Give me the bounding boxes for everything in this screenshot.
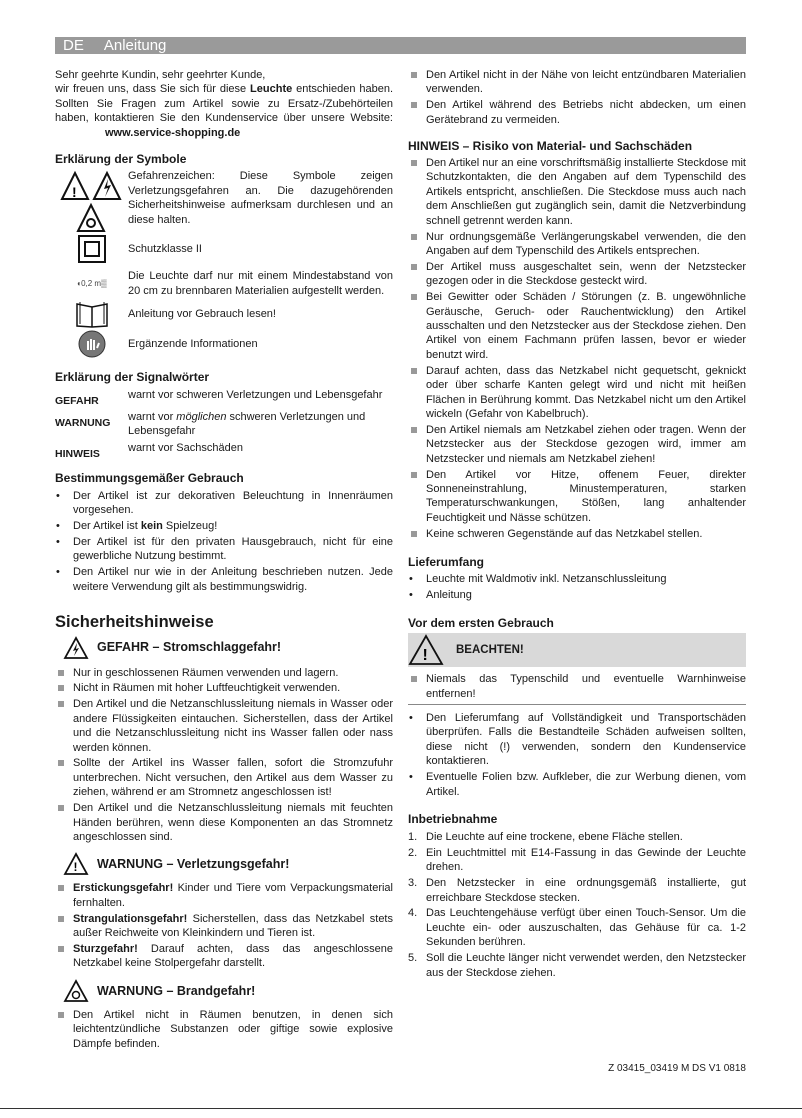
fire-warning-icon — [63, 979, 89, 1003]
list-item: Nur in geschlossenen Räumen verwenden und lagern. — [55, 666, 393, 680]
signal-word-row: HINWEIS warnt vor Sachschäden — [55, 441, 243, 460]
list-item: Nicht in Räumen mit hoher Luftfeuchtigkeit verwenden. — [55, 681, 393, 695]
intended-use-section — [55, 471, 393, 595]
injury-heading: ! WARNUNG – Verletzungsgefahr! — [63, 852, 393, 876]
document-code: Z 03415_03419 M DS V1 0818 — [608, 1063, 746, 1074]
protection-class-ii-icon — [55, 235, 128, 263]
greeting: Sehr geehrte Kundin, sehr geehrter Kunde, — [55, 69, 266, 81]
fire-continued — [408, 68, 746, 129]
symbols-heading: Erklärung der Symbole — [55, 152, 187, 167]
page-title: Anleitung — [103, 37, 167, 54]
list-item: Erstickungsgefahr! Kinder und Tiere vom Verpackungsmaterial fernhalten. — [55, 881, 393, 910]
scope-heading: Lieferumfang — [408, 554, 485, 569]
list-item: Nur ordnungsgemäße Verlängerungskabel verwenden, die den Angaben auf dem Typenschild des Artikels entsprechen. — [408, 230, 746, 259]
signal-words-heading: Erklärung der Signalwörter — [55, 370, 210, 385]
warning-icon — [408, 634, 444, 666]
list-item: • Eventuelle Folien bzw. Aufkleber, die zur Werbung dienen, vom Artikel. — [408, 770, 746, 799]
symbol-hazard: ! Gefahrenzeichen: Diese Symbole zeigen Verletzungsgefahren an. Die dazugehörenden Sicherheitshinweise aufmerksam durchlesen und an diese halten. — [55, 169, 393, 233]
list-item: • Der Artikel ist kein Spielzeug! — [55, 519, 393, 533]
website-link[interactable]: www.service-shopping.de — [105, 126, 241, 139]
list-item: 3. Den Netzstecker in eine ordnungsgemäß installierte, gut erreichbare Steckdose stecken. — [408, 876, 746, 905]
list-item: Den Artikel nicht in der Nähe von leicht entzündbaren Materialien verwenden. — [408, 68, 746, 97]
left-column — [55, 0, 393, 1053]
signal-word-row: GEFAHR warnt vor schweren Verletzungen und Lebensgefahr — [55, 388, 383, 407]
bullet-list — [55, 489, 393, 594]
intro-text: wir freuen uns, dass Sie sich für diese Leuchte entschieden haben. Sollten Sie Fragen zum Artikel sowie zu Ersatz-/Zubehörteilen haben, kontaktieren Sie den Kundenservice über unsere Website: www.service-shopping.de — [55, 83, 393, 139]
bullet-list — [55, 666, 393, 845]
list-item: Niemals das Typenschild und eventuelle Warnhinweise entfernen! — [408, 672, 746, 701]
list-item: 5. Soll die Leuchte länger nicht verwendet werden, den Netzstecker aus der Steckdose ziehen. — [408, 951, 746, 980]
symbol-min-distance: ◖0,2 m▒ Die Leuchte darf nur mit einem Mindestabstand von 20 cm zu brennbaren Materialien aufgestellt werden. — [55, 269, 393, 298]
bullet-list — [408, 156, 746, 541]
svg-text:!: ! — [73, 860, 78, 875]
read-manual-icon — [55, 300, 128, 328]
min-distance-icon: ◖0,2 m▒ — [76, 278, 107, 288]
bullet-list — [55, 881, 393, 970]
list-item: Den Artikel niemals am Netzkabel ziehen oder tragen. Wenn der Netzstecker aus der Steckdose gezogen wird, immer am Netzstecker und niemals am Netzkabel ziehen! — [408, 423, 746, 466]
list-item: • Der Artikel ist für den privaten Hausgebrauch, nicht für eine gewerbliche Nutzung bestimmt. — [55, 535, 393, 564]
list-item: Sollte der Artikel ins Wasser fallen, sofort die Stromzufuhr unterbrechen. Nicht versuchen, den Artikel aus dem Wasser zu ziehen, während er am Stromnetz angeschlossen ist! — [55, 756, 393, 799]
list-item: Keine schweren Gegenstände auf das Netzkabel stellen. — [408, 527, 746, 541]
bottom-rule — [0, 1108, 802, 1109]
notice-section — [408, 139, 746, 543]
list-item: Den Artikel während des Betriebs nicht abdecken, um einen Gerätebrand zu vermeiden. — [408, 98, 746, 127]
info-hand-icon — [55, 330, 128, 358]
list-item: 1. Die Leuchte auf eine trockene, ebene Fläche stellen. — [408, 830, 746, 844]
startup-section — [408, 812, 746, 981]
safety-section — [55, 612, 393, 1053]
list-item: Den Artikel vor Hitze, offenem Feuer, direkter Sonneneinstrahlung, Minustemperaturen, starken Temperaturschwankungen, Stößen, lang anhaltender Feuchtigkeit und Nässe schützen. — [408, 468, 746, 526]
symbol-protection-class: Schutzklasse II — [55, 235, 393, 263]
first-use-section — [408, 616, 746, 801]
notice-box: ! BEACHTEN! — [408, 633, 746, 667]
language-code: DE — [63, 37, 84, 54]
danger-heading: GEFAHR – Stromschlaggefahr! — [63, 636, 393, 660]
list-item: Darauf achten, dass das Netzkabel nicht gequetscht, geknickt oder über scharfe Kanten gelegt wird und nicht mit heißen Flächen in Berührung kommt. Das Netzkabel nicht um den Artikel wickeln (Gefahr von Kabelbruch). — [408, 364, 746, 422]
svg-text:!: ! — [71, 184, 77, 201]
list-item: • Leuchte mit Waldmotiv inkl. Netzanschlussleitung — [408, 572, 746, 586]
scope-section — [408, 555, 746, 604]
intro — [55, 68, 393, 140]
notice-heading: HINWEIS – Risiko von Material- und Sachschäden — [408, 138, 693, 153]
svg-text:!: ! — [422, 647, 428, 665]
divider — [408, 704, 746, 705]
bullet-list — [408, 572, 746, 602]
list-item: Sturzgefahr! Darauf achten, dass das angeschlossene Netzkabel keine Stolpergefahr darstellt. — [55, 942, 393, 971]
symbols-section — [55, 152, 393, 360]
list-item: • Der Artikel ist zur dekorativen Beleuchtung in Innenräumen vorgesehen. — [55, 489, 393, 518]
list-item: • Anleitung — [408, 588, 746, 602]
safety-heading: Sicherheitshinweise — [55, 612, 214, 631]
list-item: • Den Lieferumfang auf Vollständigkeit und Transportschäden überprüfen. Falls die Bestandteile Schäden aufweisen sollten, diese nicht (!) verwenden, sondern den Kundenservice kontaktieren. — [408, 711, 746, 769]
list-item: Den Artikel nicht in Räumen benutzen, in denen sich leichtentzündliche Substanzen oder giftige sowie explosive Dämpfe befinden. — [55, 1008, 393, 1051]
hazard-triangles-icon — [55, 169, 128, 233]
bullet-list — [408, 711, 746, 799]
list-item: 2. Ein Leuchtmittel mit E14-Fassung in das Gewinde der Leuchte drehen. — [408, 846, 746, 875]
right-column — [408, 0, 746, 981]
fire-heading: WARNUNG – Brandgefahr! — [63, 979, 393, 1003]
electric-warning-icon — [63, 636, 89, 660]
intended-use-heading: Bestimmungsgemäßer Gebrauch — [55, 471, 244, 486]
warning-icon — [63, 852, 89, 876]
list-item: Den Artikel und die Netzanschlussleitung niemals mit feuchten Händen berühren, wenn diese Komponenten an das Stromnetz angeschlossen sind. — [55, 801, 393, 844]
list-item: Den Artikel nur an eine vorschriftsmäßig installierte Steckdose mit Schutzkontakten, die den Angaben auf dem Typenschild des Artikels entspricht, anschließen. Die Steckdose muss auch nach dem Anschließen gut zugänglich sein, damit die Netzverbindung schnell getrennt werden kann. — [408, 156, 746, 228]
bullet-list — [408, 830, 746, 980]
symbol-info: Ergänzende Informationen — [55, 330, 393, 358]
list-item: Der Artikel muss ausgeschaltet sein, wenn der Netzstecker gezogen oder in die Steckdose gesteckt wird. — [408, 260, 746, 289]
list-item: Strangulationsgefahr! Sicherstellen, dass das Netzkabel stets außer Reichweite von Kleinkindern und Tieren ist. — [55, 912, 393, 941]
startup-heading: Inbetriebnahme — [408, 812, 498, 827]
signal-words-section — [55, 370, 393, 463]
list-item: • Den Artikel nur wie in der Anleitung beschrieben nutzen. Jede weitere Verwendung gilt als bestimmungswidrig. — [55, 565, 393, 594]
bullet-list — [408, 672, 746, 701]
list-item: 4. Das Leuchtengehäuse verfügt über einen Touch-Sensor. Um die Leuchte ein- oder auszuschalten, das Gehäuse für ca. 1-2 Sekunden berühren. — [408, 906, 746, 949]
list-item: Bei Gewitter oder Schäden / Störungen (z. B. ungewöhnliche Geräusche, Geruch- oder Rauchentwicklung) den Artikel ausschalten und den Netzstecker aus der Steckdose ziehen. Den Artikel von einem Fachmann prüfen lassen, bevor er wieder benutzt wird. — [408, 290, 746, 362]
signal-word-row: WARNUNG warnt vor möglichen schweren Verletzungen und Lebensgefahr — [55, 411, 366, 438]
first-use-heading: Vor dem ersten Gebrauch — [408, 615, 554, 630]
symbol-read-manual: Anleitung vor Gebrauch lesen! — [55, 300, 393, 328]
list-item: Den Artikel und die Netzanschlussleitung niemals in Wasser oder andere Flüssigkeiten eintauchen. Sicherstellen, dass der Artikel und die Netzanschlussleitung nicht ins Wasser fallen oder nass werden können. — [55, 697, 393, 755]
